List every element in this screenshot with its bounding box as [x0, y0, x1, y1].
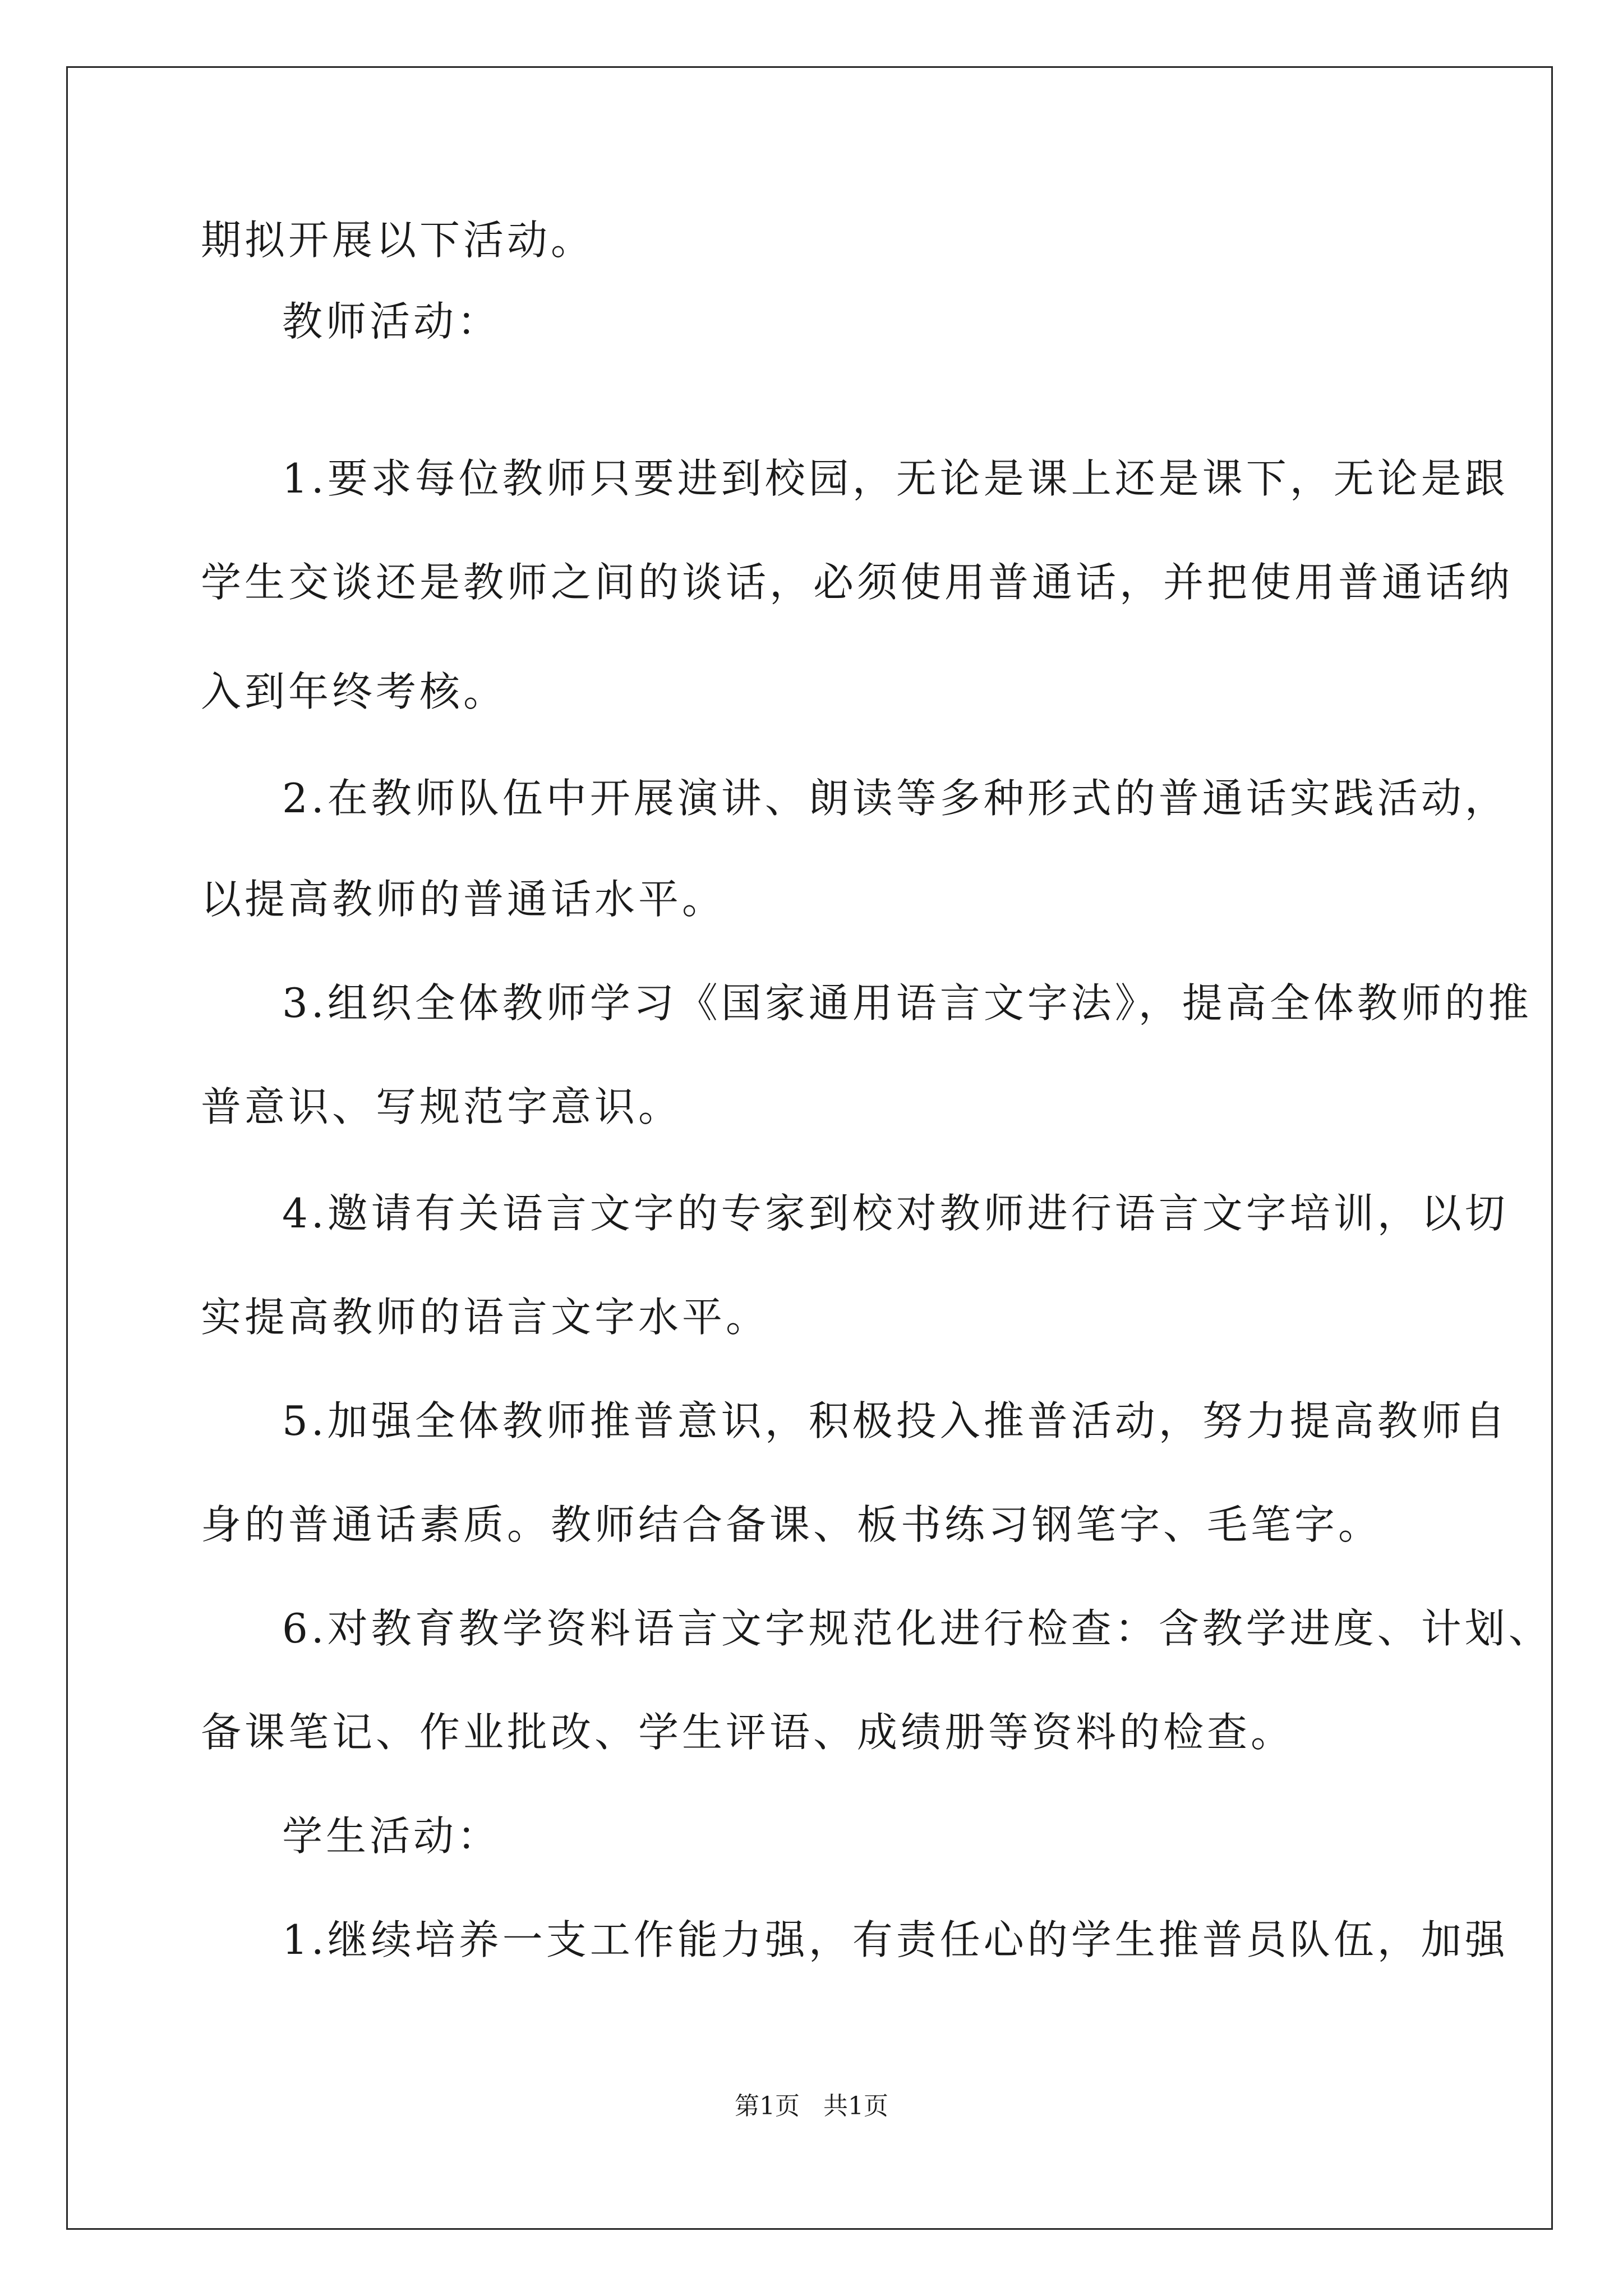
text-line: 5.加强全体教师推普意识，积极投入推普活动，努力提高教师自 [282, 1397, 1509, 1444]
page-border [66, 66, 1553, 2230]
section-heading: 学生活动： [282, 1812, 501, 1860]
page-footer [0, 2090, 1623, 2123]
page-number-total: 共1页 [823, 2092, 888, 2120]
text-line: 期拟开展以下活动。 [201, 217, 595, 264]
text-line: 入到年终考核。 [201, 668, 508, 715]
text-line: 实提高教师的语言文字水平。 [201, 1294, 770, 1341]
text-line: 普意识、写规范字意识。 [201, 1083, 683, 1130]
section-heading: 教师活动： [282, 298, 501, 345]
page-number-current: 第1页 [735, 2092, 800, 2120]
text-line: 备课笔记、作业批改、学生评语、成绩册等资料的检查。 [201, 1709, 1295, 1756]
text-line: 1.继续培养一支工作能力强，有责任心的学生推普员队伍，加强 [282, 1916, 1509, 1963]
text-line: 身的普通话素质。教师结合备课、板书练习钢笔字、毛笔字。 [201, 1501, 1382, 1548]
text-line: 2.在教师队伍中开展演讲、朗读等多种形式的普通话实践活动， [282, 775, 1509, 822]
text-line: 学生交谈还是教师之间的谈话，必须使用普通话，并把使用普通话纳 [201, 559, 1514, 606]
text-line: 以提高教师的普通话水平。 [201, 876, 726, 923]
text-line: 1.要求每位教师只要进到校园，无论是课上还是课下，无论是跟 [282, 455, 1509, 502]
text-line: 4.邀请有关语言文字的专家到校对教师进行语言文字培训，以切 [282, 1190, 1509, 1237]
text-line: 6.对教育教学资料语言文字规范化进行检查：含教学进度、计划、 [282, 1605, 1552, 1652]
text-line: 3.组织全体教师学习《国家通用语言文字法》，提高全体教师的推 [282, 979, 1532, 1027]
